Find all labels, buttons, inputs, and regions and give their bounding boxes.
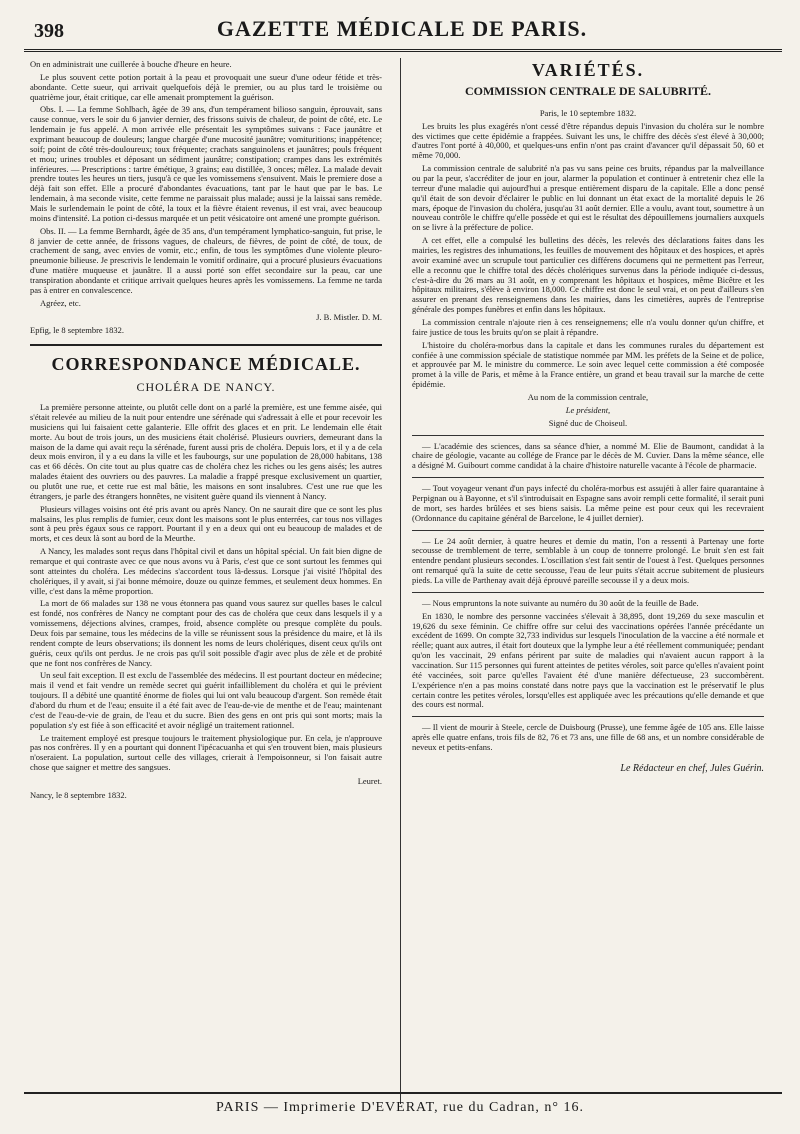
paragraph: En 1830, le nombre des personne vaccinées s'élevait à 38,895, dont 19,269 du sexe masculin et 19,626 du sexe féminin. Ce chiffre offre sur celui des vaccinations opérées l'année précédante un excédent de 1699. On compte 32,733 individus sur lesquels l'inoculation de la vaccine a été normale et réelle; quant aux autres, il était fort douteux que la lymphe leur a été réellement communiquée; pendant qu'on les vaccinait, 29 enfans périrent par suite de maladies qui n'avaient aucun rapport à la vaccination. Sur 115 personnes qui furent atteintes de petites véroles, soit parce qu'elles n'avaient point été vaccinées, soit parce qu'elles l'avaient été d'une manière défectueuse, 23 succombèrent. L'expérience n'en a pas moins constaté dans notre pays que la vaccination est le préservatif le plus certain contre les petites véroles, lorsqu'elles est appliquée avec les précautions qu'elle demande et que des cours est normal. <box>412 610 764 710</box>
divider <box>412 435 764 436</box>
page-header <box>22 8 782 46</box>
paragraph: Les bruits les plus exagérés n'ont cessé d'être répandus depuis l'invasion du choléra sur le nombre des victimes que cette épidémie a frappées. Suivant les uns, le chiffre des décès s'est élevé à 30,000; d'autres l'ont porté à 40,000, et quelques-uns enfin n'ont pas craint d'avancer qu'il dépassait 50, 60 et même 70,000. <box>412 120 764 161</box>
paragraph: Un seul fait exception. Il est exclu de l'assemblée des médecins. Il est pourtant docteur en médecine; mais il vend et fait vendre un remède secret qui guérit infailliblement du choléra et qui le prévient toujours. Il a débité une quantité énorme de fioles qui lui ont valu beaucoup d'argent. Son remède était d'abord du rhum et de l'eau; ensuite il a été fait avec de l'eau-de-vie de menthe et de l'eau; maintenant c'est de l'eau-de-vie de grain, de l'eau et du sucre. Bien des gens en ont pris qui sont morts; mais la population s'y est fiée à son efficacité et avoir négligé un traitement rationnel. <box>30 670 382 730</box>
dateline: Nancy, le 8 septembre 1832. <box>30 789 127 800</box>
paragraph: Plusieurs villages voisins ont été pris avant ou après Nancy. On ne saurait dire que ce sont les plus malsains, les plus remplis de fumier, ceux dont les maisons sont le plus enterrées, car tous nos villages sont à peu près égaux sous ce rapport. Pourtant il y en a deux qui ont eu beaucoup de malades et de morts, et ces deux là sont au bord de la Meurthe. <box>30 503 382 544</box>
column-divider <box>400 58 401 1104</box>
paragraph: La commission centrale de salubrité n'a pas vu sans peine ces bruits, répandus par la malveillance ou par la peur, s'accréditer de jour en jour, alarmer la population et continuer à entretenir chez elle la terreur d'une maladie qui aujourd'hui a presque entièrement disparu de la capitale. Elle a donc pensé qu'il était de son devoir d'éclairer le public en lui donnant un état exact de la mortalité depuis le 26 mars, époque de l'invasion du choléra, jusqu'au 31 août dernier. Elle a voulu, avant tout, soumettre à un nouveau contrôle le chiffre qu'elle possède et qui est le résultat des dépouillemens journaliers auxquels on se livre à la préfecture de police. <box>412 163 764 233</box>
signature: Leuret. <box>357 776 382 787</box>
closing-line: Le président, <box>565 404 611 415</box>
signature: J. B. Mistler. D. M. <box>316 311 382 322</box>
paragraph: Le plus souvent cette potion portait à la peau et provoquait une sueur d'une odeur fétide et très-abondante. Cette sueur, qui arrivait quelquefois déjà le premier, ou au plus tard le troisième ou quatrième jour, était critique, car elle amenait promptement la guérison. <box>30 71 382 102</box>
divider <box>412 530 764 531</box>
observation-2: Obs. II. — La femme Bernhardt, âgée de 35 ans, d'un tempérament lymphatico-sanguin, fut prise, le 8 janvier de cette année, de frissons vagues, de chaleurs, de fièvres, de point de côté, de toux, de crachement de sang, avec envies de vomir, etc.; enfin, de tous les symptômes d'une violente pleuro-pneumonie bilieuse. Je prescrivis le lendemain le vomitif ordinaire, qui a procuré plusieurs évacuations d'une matière muqueuse et jaunâtre. Il a aussi porté son effet secondaire sur la peau, car une transpiration abondante et critique arrivait quelques heures après les vomissemens. La femme ne tarda pas à entrer en convalescence. <box>30 225 382 295</box>
section-subtitle: CHOLÉRA DE NANCY. <box>136 380 276 395</box>
paragraph: — Tout voyageur venant d'un pays infecté du choléra-morbus est assujéti à aller faire quarantaine à Perpignan ou à Bayonne, et s'il s'introduisait en Espagne sans avoir rempli cette formalité, il serait puni de mort, ses hardes brûlées et ses biens saisis. La même peine est pour ceux qui les recevraient (Ordonnance du capitaine général de Barcelone, le 4 juillet dernier). <box>412 483 764 523</box>
divider <box>412 592 764 593</box>
paragraph: Le traitement employé est presque toujours le traitement physiologique pur. En cela, je n'approuve pas nos confrères. Il y en a pourtant qui donnent l'ipécacuanha et qui s'en trouvent bien, mais plusieurs n'oseraient. La population, surtout celle des villages, crierait à l'empoisonneur, si l'on faisait autre chose que saigner et mettre des sangsues. <box>30 732 382 773</box>
observation-1: Obs. I. — La femme Sohlbach, âgée de 39 ans, d'un tempérament bilioso sanguin, éprouvait, sans cause connue, vers le soir du 6 janvier dernier, des frissons suivis de chaleur, de point de côté, etc. Le lendemain je fus appelé. A mon arrivée elle présentait les symptômes suivans : Face jaunâtre et exprimant beaucoup de douleurs; langue chargée d'une mucosité jaunâtre; vomituritions; inappétence; soif; point de côté très-douloureux; toux fréquente; crachats sanguinolens et jaunâtres; pouls fréquent et mou; urines troubles et déposant un sédiment jaunâtre; constipation; crampes dans les extrémités inférieures. — Prescriptions : tartre émétique, 3 grains; eau distillée, 3 onces; mêlez. La malade devait prendre toutes les heures un tiers, jusqu'à ce que les vomissemens s'ensuivent. Mais le premiere dose a déjà fait son effet. Elle a procuré d'abondantes évacuations, tant par le haut que par le bas. Le lendemain, à ma seconde visite, cette femme ne paraissait plus malade; aussi je la laissai sans remède. Mais le surlendemain le point de côté, la toux et la fièvre étaient revenus, il est vrai, avec beaucoup moins d'intensité. La potion ci-dessus marquée et un petit vésicatoire ont amené une prompte guérison. <box>30 104 382 223</box>
paragraph: A Nancy, les malades sont reçus dans l'hôpital civil et dans un hôpital spécial. Un fait bien digne de remarque et qui contraste avec ce que nous avons vu à Paris, c'est que ce sont surtout les femmes qui sont atteintes du choléra. Les médecins s'accordent tous là-dessus. Lorsque j'ai visité l'hôpital des cholériques, il y avait, si j'ai bonne mémoire, douze ou quinze femmes, et seulement deux hommes. En ville, c'est dans la même proportion. <box>30 546 382 596</box>
paragraph: — Il vient de mourir à Steele, cercle de Duisbourg (Prusse), une femme âgée de 105 ans. Elle laisse après elle quatre enfans, trois fils de 82, 76 et 73 ans, une fille de 68 ans, et un nombre considérable de neveux et petits-enfans. <box>412 722 764 753</box>
editor-signature: Le Rédacteur en chef, Jules Guérin. <box>620 762 764 774</box>
paragraph: L'histoire du choléra-morbus dans la capitale et dans les communes rurales du département est confiée à une commission spéciale de statistique nommée par MM. les préfets de la Seine et de police, et approuvée par M. le ministre du commerce. Le soin avec lequel cette commission a été composée promet à la ville de Paris, et même à la France entière, un grand et beau travail sur la marche de cette épidémie. <box>412 339 764 390</box>
divider <box>412 716 764 717</box>
page-number: 398 <box>34 20 64 42</box>
header-rule <box>24 49 782 52</box>
footer-imprint: PARIS — Imprimerie D'EVERAT, rue du Cadran, n° 16. <box>215 1100 585 1115</box>
paragraph: — L'académie des sciences, dans sa séance d'hier, a nommé M. Elie de Baumont, candidat à la chaire de géologie, vacante au collége de France par le décès de M. Cuvier. Dans la même séance, elle a désigné M. Guibourt comme candidat à la chaire d'histoire naturelle vacante à l'école de pharmacie. <box>412 440 764 471</box>
subsection-title: COMMISSION CENTRALE DE SALUBRITÉ. <box>464 83 712 98</box>
section-rule <box>30 344 382 346</box>
left-column <box>30 60 382 804</box>
dateline: Epfig, le 8 septembre 1832. <box>30 325 124 336</box>
paragraph: — Le 24 août dernier, à quatre heures et demie du matin, l'on a ressenti à Partenay une forte secousse de tremblement de terre, semblable à un coup de tonnerre prolongé. Le bruit s'en est fait entendre pendant plusieurs secondes. L'oscillation s'est fait sentir de l'ouest à l'est. Quelques personnes ont remarqué qu'à la suite de cette secousse, l'eau de leur puits s'était accrue subitement de plusieurs pieds. La ville de Parthenay avait déjà éprouvé pareille secousse il y a deux mois. <box>412 535 764 586</box>
closing-line: Au nom de la commission centrale, <box>527 391 649 402</box>
section-title: CORRESPONDANCE MÉDICALE. <box>51 354 361 375</box>
closing: Agréez, etc. <box>40 297 81 308</box>
right-column <box>412 60 764 779</box>
closing-line: Signé duc de Choiseul. <box>548 417 628 428</box>
footer-rule <box>24 1092 782 1094</box>
paragraph: La première personne atteinte, ou plutôt celle dont on a parlé la première, est une femme aisée, qui s'était relevée au milieu de la nuit pour entendre une sérénade qui s'adressait à elle et pour recevoir les musiciens qui lui faisaient cette galanterie. Elle offrit des glaces et en prit. Le lendemain elle était morte. Au bout de trois jours, un des musiciens était cholérisé. Plusieurs ouvriers, demeurant dans la maison de la dame qui avait reçu la sérénade, furent aussi pris de choléra. Depuis lors, et il y a de cela deux mois environ, il y a eu dans la ville et les faubourgs, sur une population de 28,000 habitans, 138 cas et 66 décès. On cite tout au plus quatre cas de choléra chez les riches ou les gens aisés; les autres malades étaient des ouvriers ou des pauvres. La maladie a frappé presque exclusivement un quartier, ou plutôt une rue, et cette rue est mal bâtie, les maisons en sont insalubres. C'est une rue que les étrangers, je parle des étrangers honnêtes, ne visitent guère quand ils viennent à Nancy. <box>30 402 382 501</box>
paragraph: — Nous empruntons la note suivante au numéro du 30 août de la feuille de Bade. <box>422 597 699 608</box>
paragraph: A cet effet, elle a compulsé les bulletins des décès, les relevés des déclarations faites dans les mairies, les registres des inhumations, les feuilles de mouvement des hôpitaux et des hospices, et après avoir examiné avec un scrupule tout particulier ces différens documens qui ne permettent pas l'erreur, elle a reconnu que le chiffre total des décès cholériques survenus dans la période indiquée ci-dessus, c'est-à-dire du 26 mars au 31 août, en y comprenant les hôpitaux et hospices, même Bicêtre et les hôpitaux militaires, s'élève à environ 18,000. Ce chiffre est donc le seul vrai, et on peut d'ailleurs s'en assurer en prenant des renseignemens dans les mairies, dans les cimetières, auprès de l'entreprise générale des pompes funèbres et enfin dans les hôpitaux. <box>412 235 764 315</box>
divider <box>412 477 764 478</box>
masthead: GAZETTE MÉDICALE DE PARIS. <box>216 16 588 41</box>
paragraph: La commission centrale n'ajoute rien à ces renseignemens; elle n'a voulu donner qu'un chiffre, et faire justice de tous les bruits qu'on se plait à répandre. <box>412 316 764 337</box>
dateline: Paris, le 10 septembre 1832. <box>539 107 637 118</box>
paragraph: La mort de 66 malades sur 138 ne vous étonnera pas quand vous saurez sur quelles bases le calcul est fondé, nos confrères de Nancy ne comptant pour des cas de choléra que ceux dans lesquels il y a vomissemens, déjections alvines, crampes, froid, absence complète ou presque complète du pouls. Deux fois par semaine, tous les médecins de la ville se réunissent sous la présidence du maire, et là ils rendent compte de leurs observations; ils donnent les noms de leurs cholériques, disent ceux qu'ils ont guéris, ceux qu'ils ont perdus. Je ne crois pas qu'il soit possible d'agir avec plus de zèle et de probité que ne font nos confrères de Nancy. <box>30 598 382 668</box>
paragraph: On en administrait une cuillerée à bouche d'heure en heure. <box>30 59 232 69</box>
section-title: VARIÉTÉS. <box>531 60 645 80</box>
